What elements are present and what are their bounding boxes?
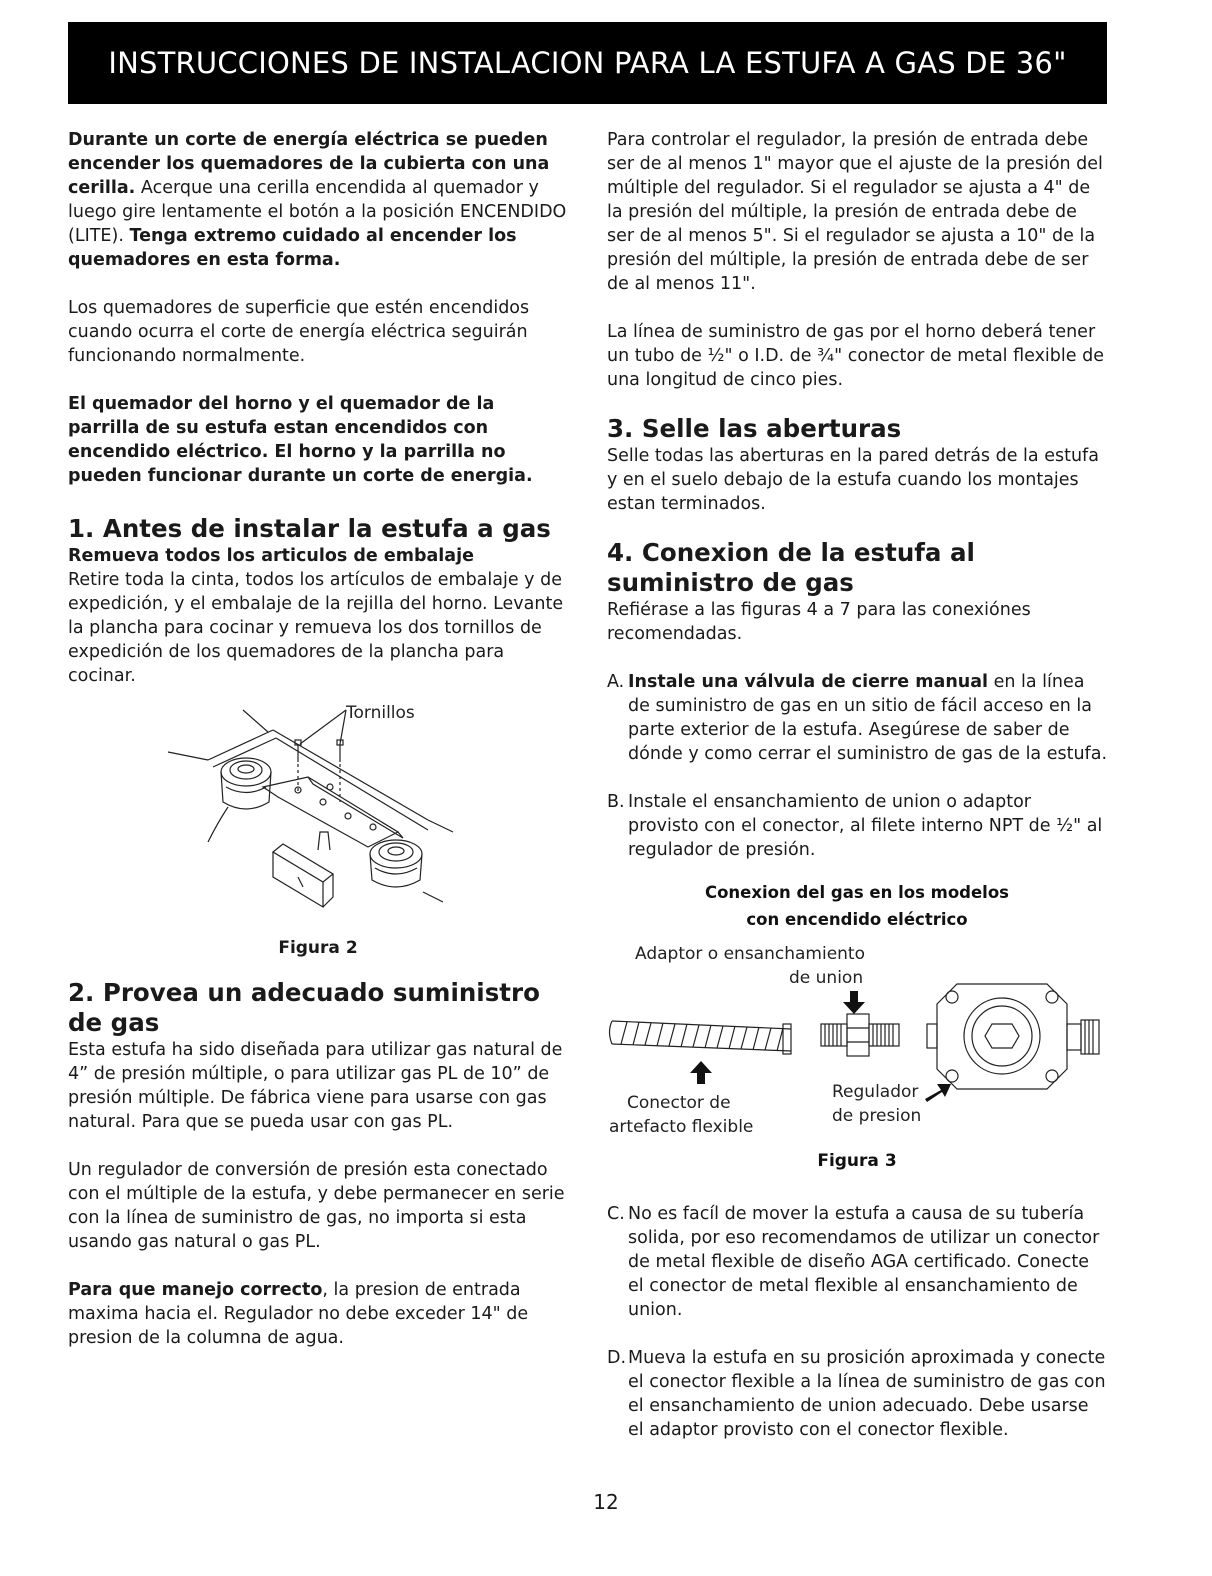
power-outage-paragraph — [68, 128, 568, 272]
item-d-text: Mueva la estufa en su prosición aproximada y conecte el conector flexible a la línea de suministro de gas con el ensanchamiento de union adecuado. Debe usarse el adaptor provisto con el conector flexible. — [628, 1348, 1106, 1440]
down-arrow-icon — [843, 991, 865, 1014]
item-a-bold: Instale una válvula de cierre manual — [628, 672, 989, 692]
regulator-pressure-paragraph: Para controlar el regulador, la presión de entrada debe ser de al menos 1" mayor que el ajuste de la presión del múltiple del regulador. Si el regulador se ajusta a 4" de la presión del múltiple, la presión de entrada debe de ser de al menos 5". Si el regulador se ajusta a 10" de la presión del múltiple, la presión de entrada debe de ser de al menos 11". — [607, 130, 1103, 294]
figure-3-connector-label-2: artefacto flexible — [609, 1117, 754, 1137]
proper-handling-text: , la presion de entrada maxima hacia el. Regulador no debe exceder 14" de presion de la columna de agua. — [68, 1280, 529, 1348]
figure-2-caption: Figura 2 — [278, 938, 358, 958]
surface-burners-paragraph: Los quemadores de superficie que estén encendidos cuando ocurra el corte de energía eléctrica seguirán funcionando normalmente. — [68, 298, 530, 366]
right-column — [607, 128, 1107, 1442]
item-a-text — [628, 670, 1107, 766]
section-1-text: Retire toda la cinta, todos los artículos de embalaje y de expedición, y el embalaje de la rejilla del horno. Levante la plancha para cocinar y remueva los dos tornillos de expedición de los quemadores de la plancha para cocinar. — [68, 570, 564, 686]
item-b — [607, 790, 1107, 862]
section-1-subtitle: Remueva todos los articulos de embalaje — [68, 546, 474, 566]
section-4-text: Refiérase a las figuras 4 a 7 para las conexiónes recomendadas. — [607, 600, 1031, 644]
left-column — [68, 128, 568, 1350]
section-2-title: 2. Provea un adecuado suministro de gas — [68, 978, 540, 1037]
figure-2 — [68, 692, 568, 942]
figure-3-caption: Figura 3 — [817, 1151, 897, 1171]
item-b-label: B. — [607, 792, 625, 812]
item-c-text: No es facíl de mover la estufa a causa de su tubería solida, por eso recomendamos de utilizar un conector de metal flexible de diseño AGA certificado. Conecte el conector de metal flexible al ensanchamiento de union. — [628, 1204, 1100, 1320]
item-b-text: Instale el ensanchamiento de union o adaptor provisto con el conector, al filete interno NPT de ½" al regulador de presión. — [628, 792, 1103, 860]
figure-3 — [607, 884, 1107, 1184]
figure-3-title-line-1: Conexion del gas en los modelos — [704, 884, 1010, 902]
figure-3-adaptor-label-2: de union — [789, 968, 864, 988]
page-title: INSTRUCCIONES DE INSTALACION PARA LA ESTUFA A GAS DE 36" — [108, 46, 1067, 80]
item-d-label: D. — [607, 1348, 627, 1368]
power-outage-text: Acerque una cerilla encendida al quemador y luego gire lentamente el botón a la posición ENCENDIDO (LITE). — [68, 178, 567, 246]
section-1-title: 1. Antes de instalar la estufa a gas — [68, 514, 551, 543]
figure-3-title-line-2: con encendido eléctrico — [746, 910, 968, 929]
section-2-paragraph-3 — [68, 1278, 568, 1350]
figure-3-regulator-label-1: Regulador — [832, 1082, 919, 1102]
figure-3-regulator-label-2: de presion — [832, 1106, 922, 1126]
figure-2-screws-label: Tornillos — [346, 703, 415, 723]
adaptor-fitting-illustration — [821, 1014, 899, 1056]
section-3-title: 3. Selle las aberturas — [607, 414, 902, 443]
figure-3-connector-label-1: Conector de — [627, 1093, 731, 1113]
oven-burner-paragraph — [68, 392, 568, 488]
flex-connector-illustration — [610, 1021, 792, 1054]
oven-burner-bold: El quemador del horno y el quemador de la parrilla de su estufa estan encendidos con encendido eléctrico. El horno y la parrilla no pueden funcionar durante un corte de energia. — [68, 394, 533, 486]
item-c — [607, 1202, 1107, 1322]
page-header-banner — [68, 22, 1107, 104]
gas-connection-illustration — [607, 884, 1107, 1184]
section-4-title: 4. Conexion de la estufa al suministro de gas — [607, 538, 975, 597]
page-number: 12 — [593, 1490, 619, 1514]
item-d — [607, 1346, 1107, 1442]
pressure-regulator-illustration — [927, 984, 1099, 1089]
up-arrow-icon — [690, 1061, 712, 1084]
burner-screws-illustration — [68, 692, 568, 942]
item-a-label: A. — [607, 672, 625, 692]
section-3-text: Selle todas las aberturas en la pared detrás de la estufa y en el suelo debajo de la estufa cuando los montajes estan terminados. — [607, 446, 1099, 514]
section-2-paragraph-1: Esta estufa ha sido diseñada para utilizar gas natural de 4” de presión múltiple, o para utilizar gas PL de 10” de presión múltiple. De fábrica viene para usarse con gas natural. Para que se pueda usar con gas PL. — [68, 1040, 563, 1132]
power-outage-warning: Tenga extremo cuidado al encender los quemadores en esta forma. — [68, 226, 517, 270]
power-outage-bold: Durante un corte de energía eléctrica se pueden encender los quemadores de la cubierta con una cerilla. — [68, 130, 550, 198]
supply-line-paragraph: La línea de suministro de gas por el horno deberá tener un tubo de ½" o I.D. de ¾" conector de metal flexible de una longitud de cinco pies. — [607, 322, 1104, 390]
proper-handling-bold: Para que manejo correcto — [68, 1280, 323, 1300]
item-c-label: C. — [607, 1204, 625, 1224]
diagonal-arrow-icon — [925, 1084, 951, 1102]
item-a — [607, 670, 1107, 766]
section-2-paragraph-2: Un regulador de conversión de presión esta conectado con el múltiple de la estufa, y debe permanecer en serie con la línea de suministro de gas, no importa si esta usando gas natural o gas PL. — [68, 1160, 565, 1252]
figure-3-adaptor-label-1: Adaptor o ensanchamiento — [635, 944, 865, 964]
item-a-body: en la línea de suministro de gas en un sitio de fácil acceso en la parte exterior de la estufa. Asegúrese de saber de dónde y como cerrar el suministro de gas de la estufa. — [628, 672, 1108, 764]
